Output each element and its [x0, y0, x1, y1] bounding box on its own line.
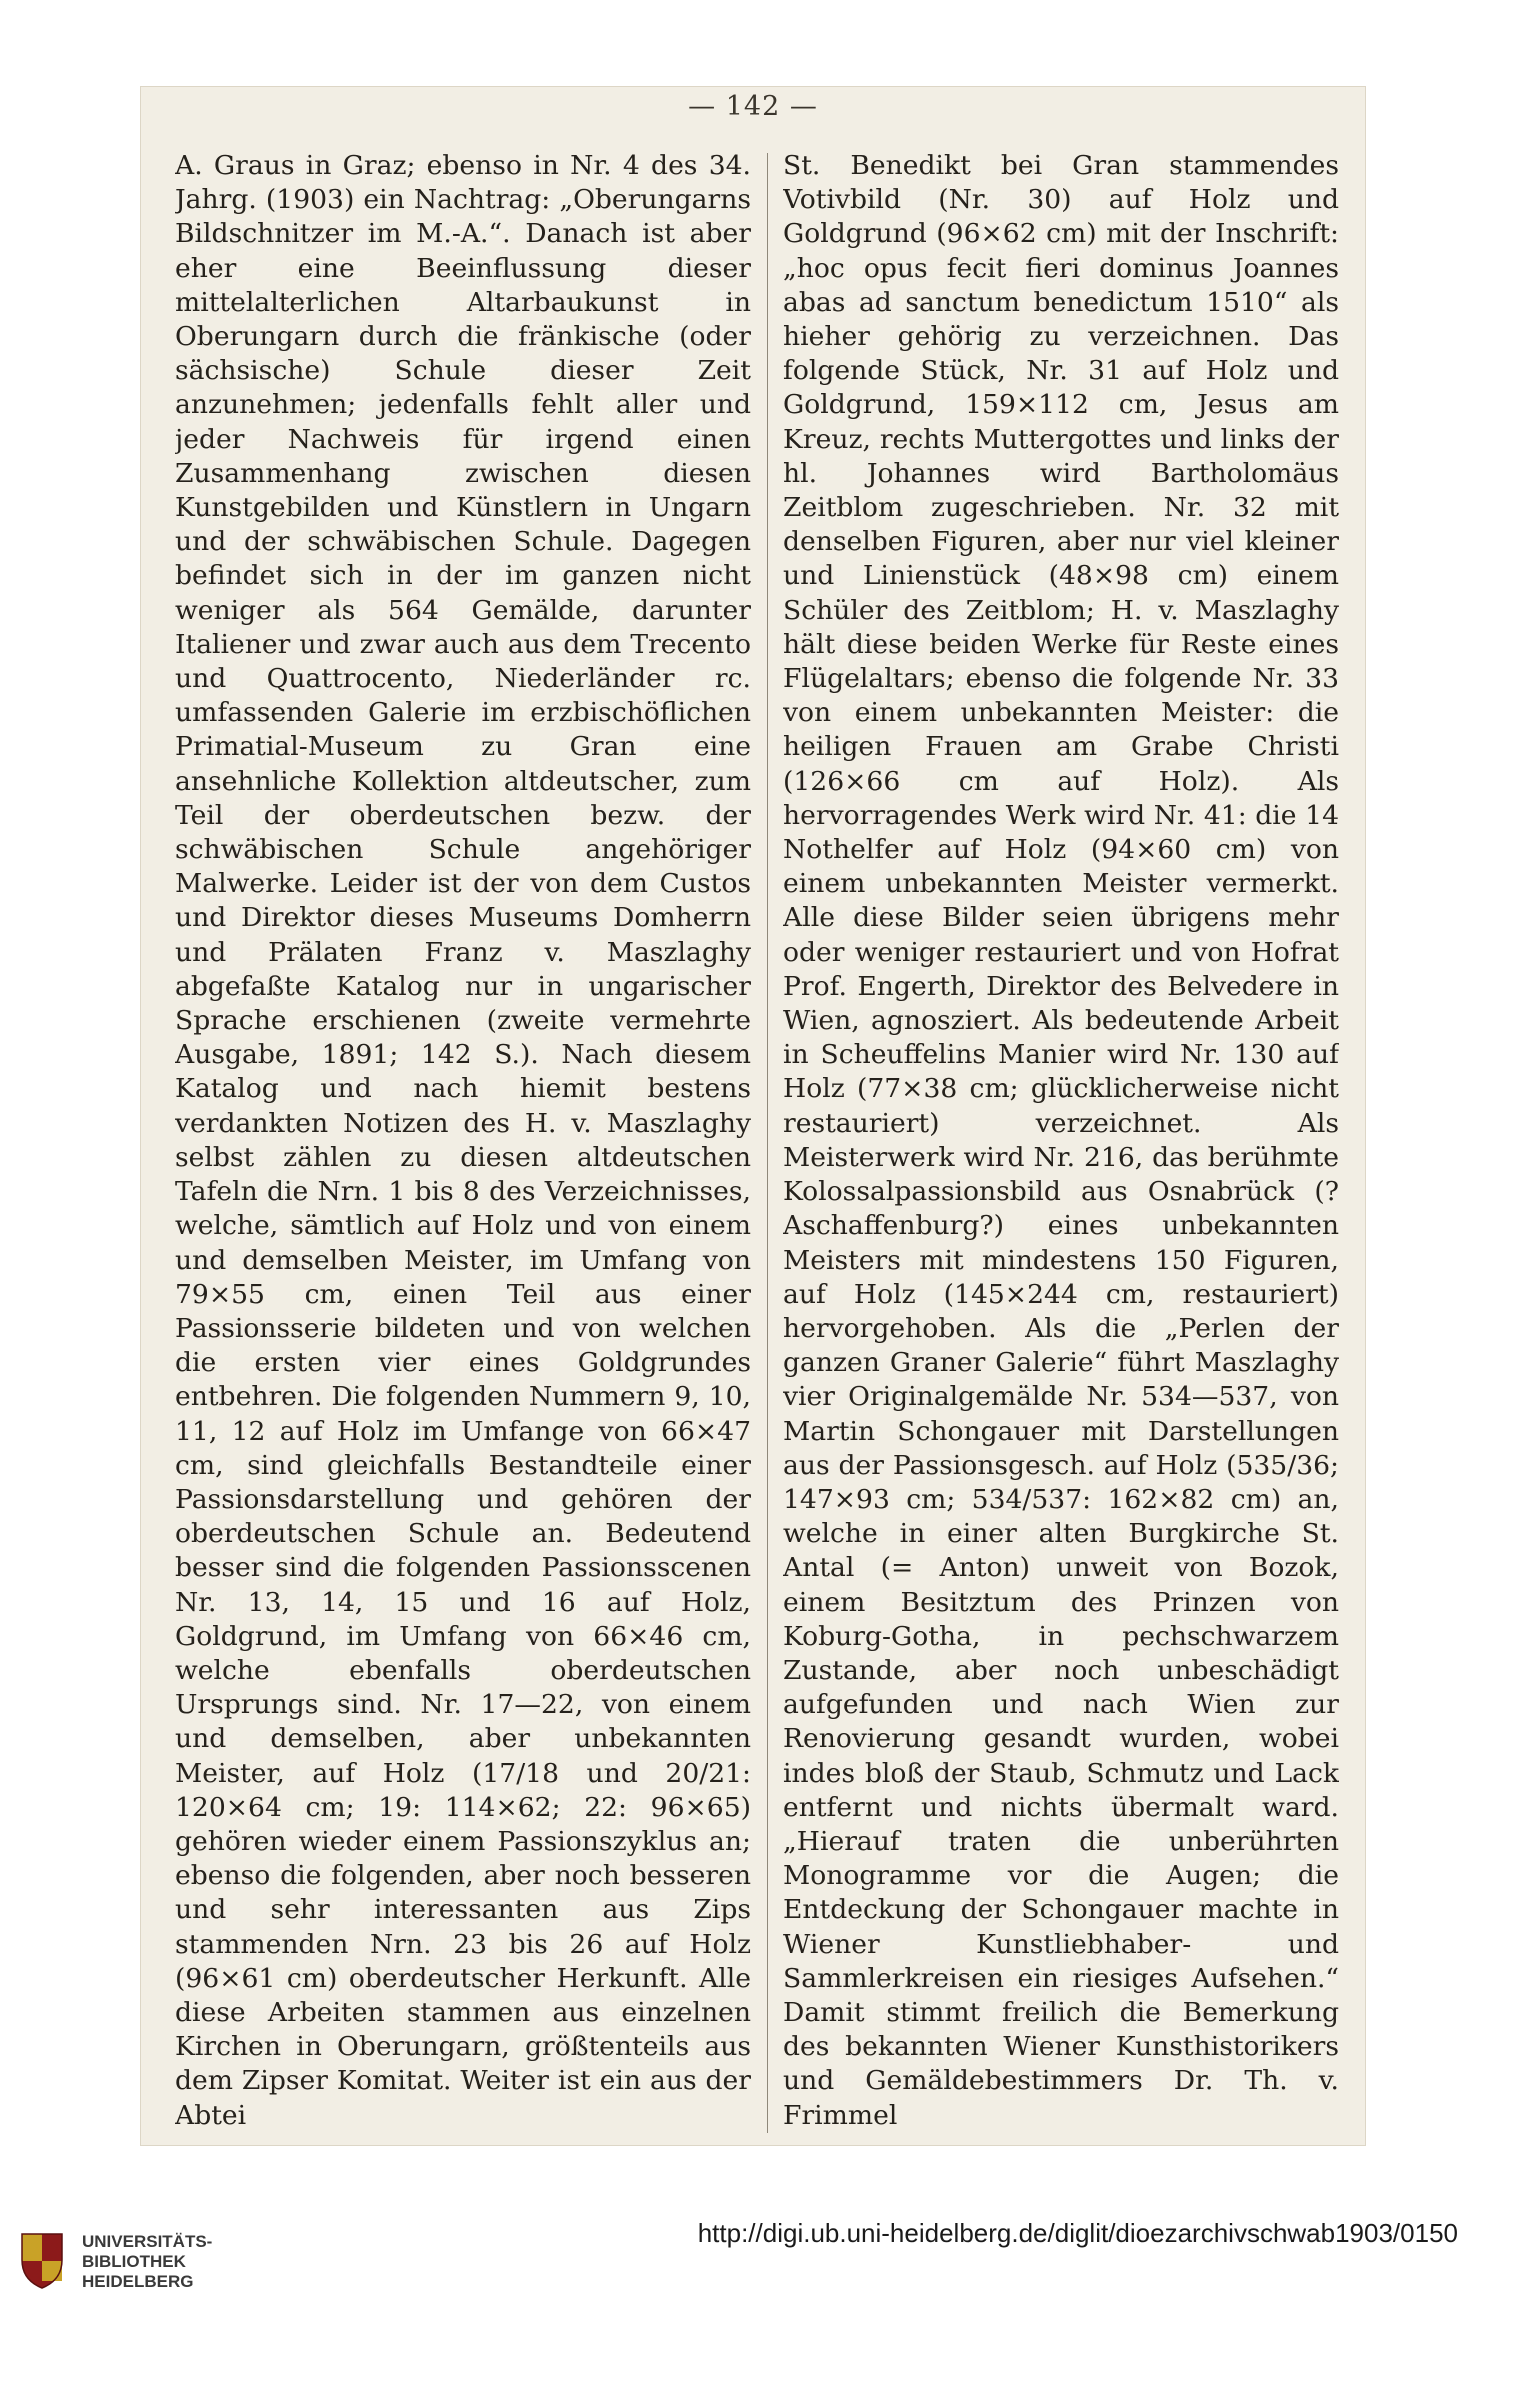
left-column [175, 149, 751, 2134]
library-name-line: UNIVERSITÄTS- [82, 2232, 213, 2251]
scanned-page [140, 86, 1366, 2146]
right-column-text: St. Benedikt bei Gran stammendes Votivbild (Nr. 30) auf Holz und Goldgrund (96×62 cm) mit der Inschrift: „hoc opus fecit fieri dominus Joannes abas ad sanctum benedictum 1510“ als hieher gehörig zu verzeichnen. Das folgende Stück, Nr. 31 auf Holz und Goldgrund, 159×112 cm, Jesus am Kreuz, rechts Muttergottes und links der hl. Johannes wird Bartholomäus Zeitblom zugeschrieben. Nr. 32 mit denselben Figuren, aber nur viel kleiner und Linienstück (48×98 cm) einem Schüler des Zeitblom; H. v. Maszlaghy hält diese beiden Werke für Reste eines Flügelaltars; ebenso die folgende Nr. 33 von einem unbekannten Meister: die heiligen Frauen am Grabe Christi (126×66 cm auf Holz). Als hervorragendes Werk wird Nr. 41: die 14 Nothelfer auf Holz (94×60 cm) von einem unbekannten Meister vermerkt. Alle diese Bilder seien übrigens mehr oder weniger restauriert und von Hofrat Prof. Engerth, Direktor des Belvedere in Wien, agnosziert. Als bedeutende Arbeit in Scheuffelins Manier wird Nr. 130 auf Holz (77×38 cm; glücklicherweise nicht restauriert) verzeichnet. Als Meisterwerk wird Nr. 216, das berühmte Kolossalpassionsbild aus Osnabrück (? Aschaffenburg?) eines unbekannten Meisters mit mindestens 150 Figuren, auf Holz (145×244 cm, restauriert) hervorgehoben. Als die „Perlen der ganzen Graner Galerie“ führt Maszlaghy vier Originalgemälde Nr. 534—537, von Martin Schongauer mit Darstellungen aus der Passionsgesch. auf Holz (535/36; 147×93 cm; 534/537: 162×82 cm) an, welche in einer alten Burgkirche St. Antal (= Anton) unweit von Bozok, einem Besitztum des Prinzen von Koburg-Gotha, in pechschwarzem Zustande, aber noch unbeschädigt aufgefunden und nach Wien zur Renovierung gesandt wurden, wobei indes bloß der Staub, Schmutz und Lack entfernt und nichts übermalt ward. „Hierauf traten die unberührten Monogramme vor die Augen; die Entdeckung der Schongauer machte in Wiener Kunstliebhaber- und Sammlerkreisen ein riesiges Aufsehen.“ Damit stimmt freilich die Bemerkung des bekannten Wiener Kunsthistorikers und Gemäldebestimmers Dr. Th. v. Frimmel [783, 150, 1339, 2131]
right-column [783, 149, 1339, 2134]
footer [0, 2160, 1514, 2398]
source-url-link[interactable]: http://digi.ub.uni-heidelberg.de/diglit/dioezarchivschwab1903/0150 [697, 2218, 1458, 2248]
library-name [82, 2232, 212, 2292]
university-seal-icon [18, 2230, 66, 2290]
left-column-text: A. Graus in Graz; ebenso in Nr. 4 des 34. Jahrg. (1903) ein Nachtrag: „Oberungarns Bildschnitzer im M.-A.“. Danach ist aber eher eine Beeinflussung dieser mittelalterlichen Altarbaukunst in Oberungarn durch die fränkische (oder sächsische) Schule dieser Zeit anzunehmen; jedenfalls fehlt aller und jeder Nachweis für irgend einen Zusammenhang zwischen diesen Kunstgebilden und Künstlern in Ungarn und der schwäbischen Schule. Dagegen befindet sich in der im ganzen nicht weniger als 564 Gemälde, darunter Italiener und zwar auch aus dem Trecento und Quattrocento, Niederländer rc. umfassenden Galerie im erzbischöflichen Primatial-Museum zu Gran eine ansehnliche Kollektion altdeutscher, zum Teil der oberdeutschen bezw. der schwäbischen Schule angehöriger Malwerke. Leider ist der von dem Custos und Direktor dieses Museums Domherrn und Prälaten Franz v. Maszlaghy abgefaßte Katalog nur in ungarischer Sprache erschienen (zweite vermehrte Ausgabe, 1891; 142 S.). Nach diesem Katalog und nach hiemit bestens verdankten Notizen des H. v. Maszlaghy selbst zählen zu diesen altdeutschen Tafeln die Nrn. 1 bis 8 des Verzeichnisses, welche, sämtlich auf Holz und von einem und demselben Meister, im Umfang von 79×55 cm, einen Teil aus einer Passionsserie bildeten und von welchen die ersten vier eines Goldgrundes entbehren. Die folgenden Nummern 9, 10, 11, 12 auf Holz im Umfange von 66×47 cm, sind gleichfalls Bestandteile einer Passionsdarstellung und gehören der oberdeutschen Schule an. Bedeutend besser sind die folgenden Passionsscenen Nr. 13, 14, 15 und 16 auf Holz, Goldgrund, im Umfang von 66×46 cm, welche ebenfalls oberdeutschen Ursprungs sind. Nr. 17—22, von einem und demselben, aber unbekannten Meister, auf Holz (17/18 und 20/21: 120×64 cm; 19: 114×62; 22: 96×65) gehören wieder einem Passionszyklus an; ebenso die folgenden, aber noch besseren und sehr interessanten aus Zips stammenden Nrn. 23 bis 26 auf Holz (96×61 cm) oberdeutscher Herkunft. Alle diese Arbeiten stammen aus einzelnen Kirchen in Oberungarn, größtenteils aus dem Zipser Komitat. Weiter ist ein aus der Abtei [175, 150, 751, 2131]
library-name-line: HEIDELBERG [82, 2272, 194, 2291]
column-divider [767, 153, 768, 2133]
library-logo [18, 2196, 238, 2356]
library-name-line: BIBLIOTHEK [82, 2252, 186, 2271]
page-number: — 142 — [688, 91, 818, 122]
